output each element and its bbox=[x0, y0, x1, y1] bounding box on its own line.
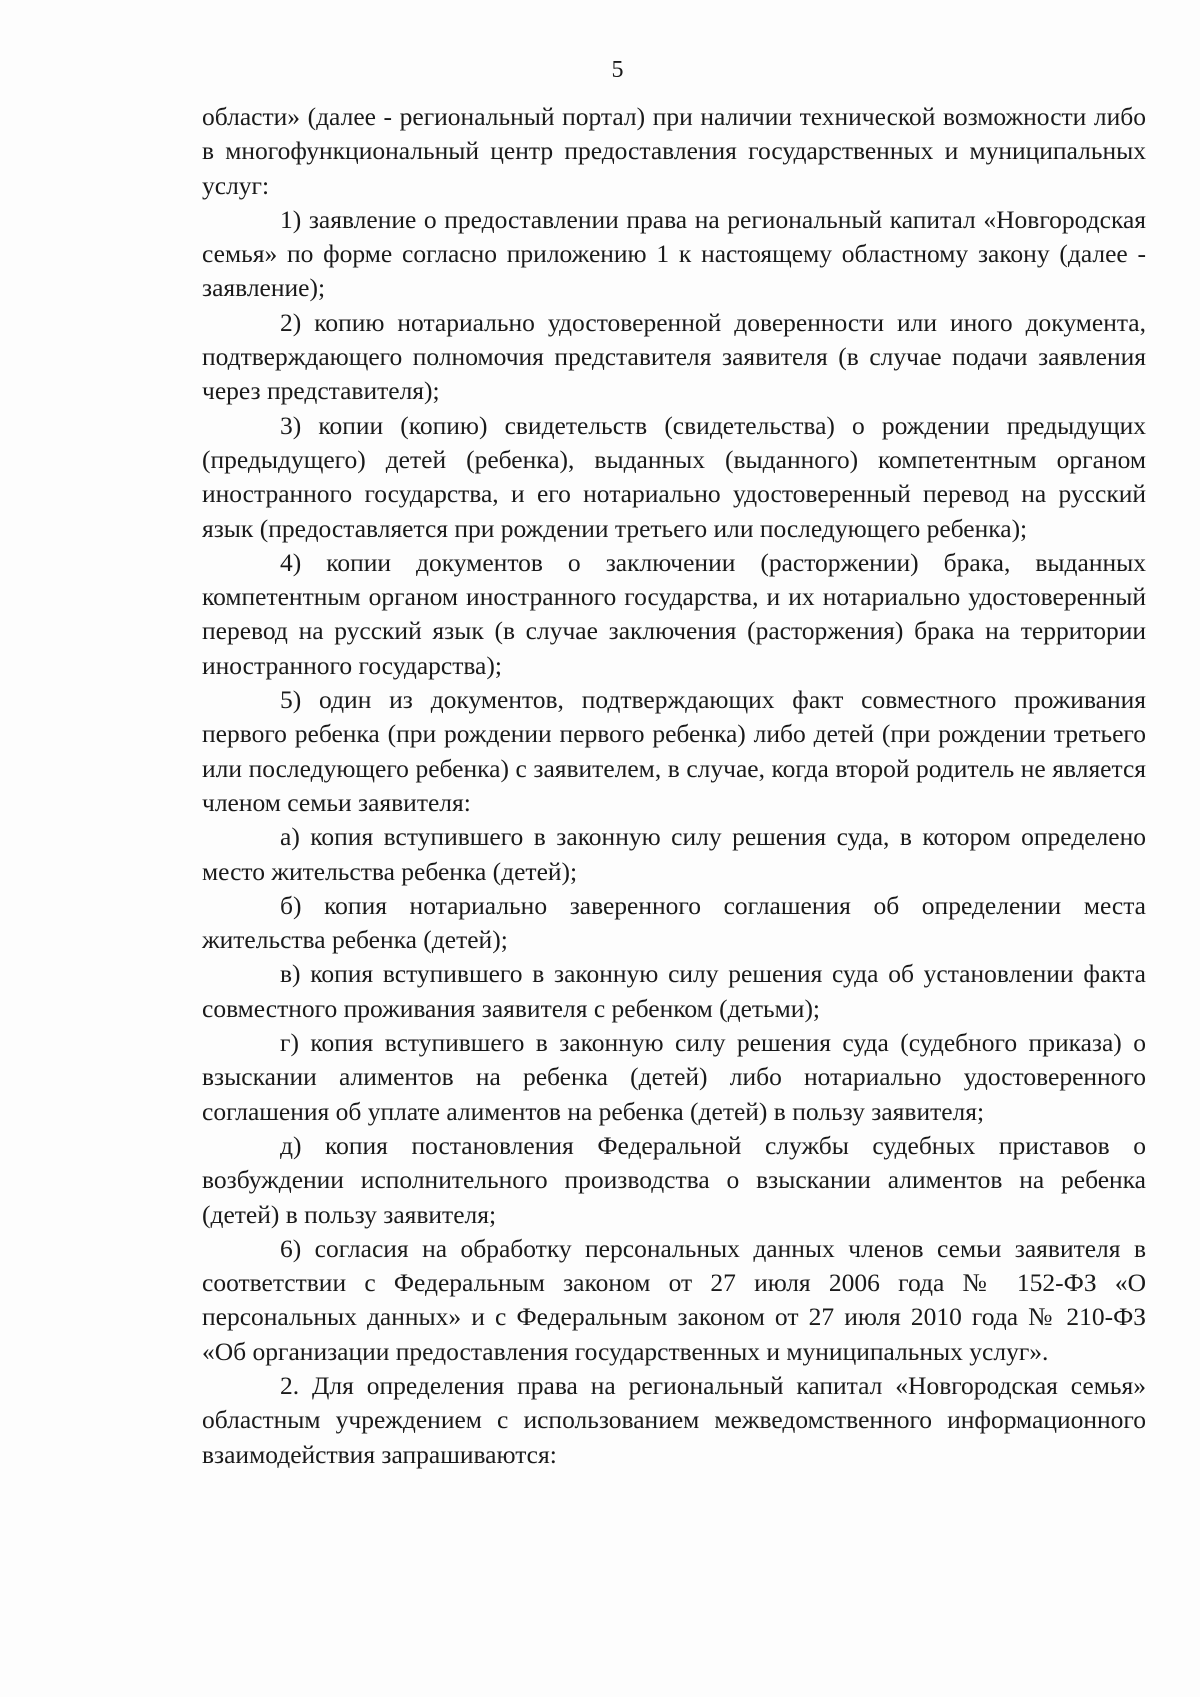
paragraph-subitem-a: а) копия вступившего в законную силу решения суда, в котором определено место жительства ребенка (детей); bbox=[202, 822, 1146, 886]
paragraph-item-6: 6) согласия на обработку персональных данных членов семьи заявителя в соответствии с Федеральным законом от 27 июля 2006 года № 152-ФЗ «О персональных данных» и с Федеральным законом от 27 июля 2010 года № 210-ФЗ «Об организации предоставления государственных и муниципальных услуг». bbox=[202, 1233, 1146, 1366]
paragraph-subitem-d: д) копия постановления Федеральной службы судебных приставов о возбуждении исполнительного производства о взыскании алиментов на ребенка (детей) в пользу заявителя; bbox=[202, 1130, 1146, 1229]
paragraph-item-2: 2) копию нотариально удостоверенной доверенности или иного документа, подтверждающего полномочия представителя заявителя (в случае подачи заявления через представителя); bbox=[202, 307, 1146, 406]
paragraph-section-2: 2. Для определения права на региональный капитал «Новгородская семья» областным учреждением с использованием межведомственного информационного взаимодействия запрашиваются: bbox=[202, 1370, 1146, 1469]
paragraph-item-4: 4) копии документов о заключении (расторжении) брака, выданных компетентным органом иностранного государства, и их нотариально удостоверенный перевод на русский язык (в случае заключения (расторжения) брака на территории иностранного государства); bbox=[202, 547, 1146, 680]
paragraph-item-1: 1) заявление о предоставлении права на региональный капитал «Новгородская семья» по форме согласно приложению 1 к настоящему областному закону (далее - заявление); bbox=[202, 204, 1146, 303]
paragraph-item-3: 3) копии (копию) свидетельств (свидетельства) о рождении предыдущих (предыдущего) детей (ребенка), выданных (выданного) компетентным органом иностранного государства, и его нотариально удостоверенный перевод на русский язык (предоставляется при рождении третьего или последующего ребенка); bbox=[202, 410, 1146, 543]
paragraph-subitem-v: в) копия вступившего в законную силу решения суда об установлении факта совместного проживания заявителя с ребенком (детьми); bbox=[202, 959, 1146, 1023]
paragraph-intro: области» (далее - региональный портал) при наличии технической возможности либо в многофункциональный центр предоставления государственных и муниципальных услуг: bbox=[202, 102, 1146, 200]
paragraph-subitem-b: б) копия нотариально заверенного соглашения об определении места жительства ребенка (детей); bbox=[202, 890, 1146, 955]
document-body bbox=[202, 100, 1146, 1472]
paragraph-subitem-g: г) копия вступившего в законную силу решения суда (судебного приказа) о взыскании алиментов на ребенка (детей) либо нотариально удостоверенного соглашения об уплате алиментов на ребенка (детей) в пользу заявителя; bbox=[202, 1028, 1146, 1126]
page-number: 5 bbox=[611, 57, 624, 83]
paragraph-item-5: 5) один из документов, подтверждающих факт совместного проживания первого ребенка (при рождении первого ребенка) либо детей (при рождении третьего или последующего ребенка) с заявителем, в случае, когда второй родитель не является членом семьи заявителя: bbox=[202, 685, 1146, 817]
